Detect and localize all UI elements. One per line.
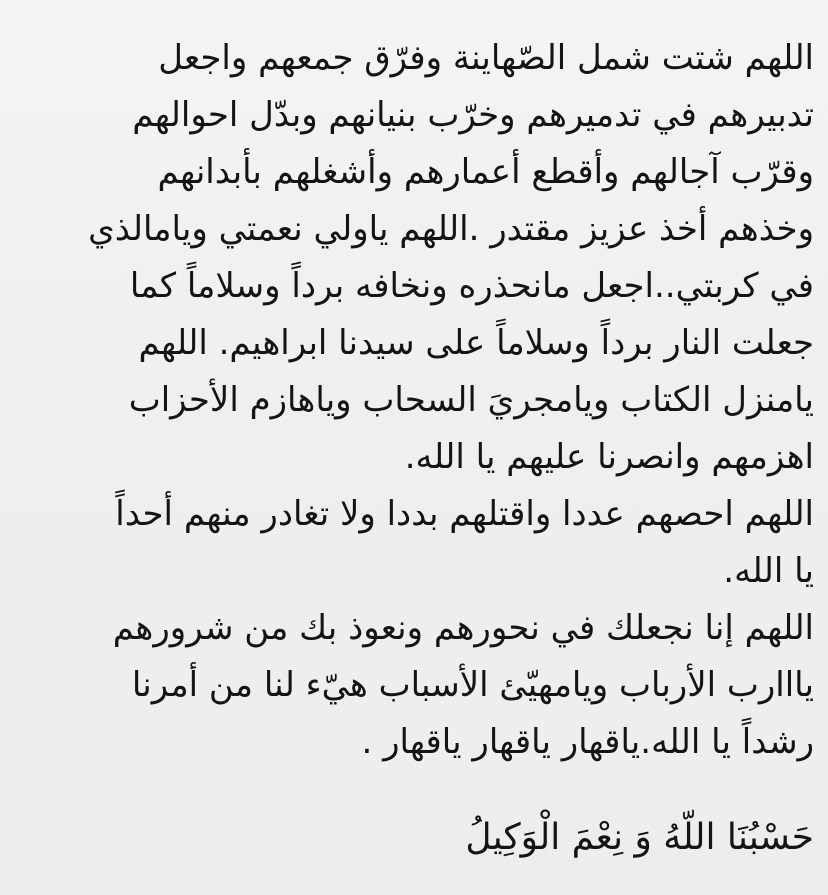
text-line: اللهم احصهم عددا واقتلهم بددا ولا تغادر منهم أحداً (115, 494, 814, 534)
text-line: جعلت النار برداً وسلاماً على سيدنا ابراهيم. اللهم (138, 323, 814, 363)
text-line: يااارب الأرباب ويامهيّئ الأسباب هيّء لنا من أمرنا (131, 665, 814, 705)
text-line: في كربتي..اجعل مانحذره ونخافه برداً وسلاماً كما (129, 266, 814, 306)
text-line: يامنزل الكتاب ويامجريَ السحاب وياهازم الأحزاب (128, 380, 814, 420)
text-line: رشداً يا الله.ياقهار ياقهار ياقهار . (361, 722, 814, 762)
text-line: يا الله. (723, 551, 814, 591)
text-line: اهزمهم وانصرنا عليهم يا الله. (404, 437, 814, 477)
text-line: وقرّب آجالهم وأقطع أعمارهم وأشغلهم بأبدانهم (157, 152, 814, 192)
text-line: اللهم إنا نجعلك في نحورهم ونعوذ بك من شرورهم (112, 608, 814, 648)
text-line: اللهم شتت شمل الصّهاينة وفرّق جمعهم واجعل (158, 38, 814, 78)
prayer-text-block (24, 30, 814, 771)
text-line: وخذهم أخذ عزيز مقتدر .اللهم ياولي نعمتي ويامالذي (88, 209, 814, 249)
closing-phrase: حَسْبُنَا اللّهُ وَ نِعْمَ الْوَكِيلُ (465, 817, 814, 858)
text-line: تدبيرهم في تدميرهم وخرّب بنيانهم وبدّل احوالهم (132, 95, 814, 135)
